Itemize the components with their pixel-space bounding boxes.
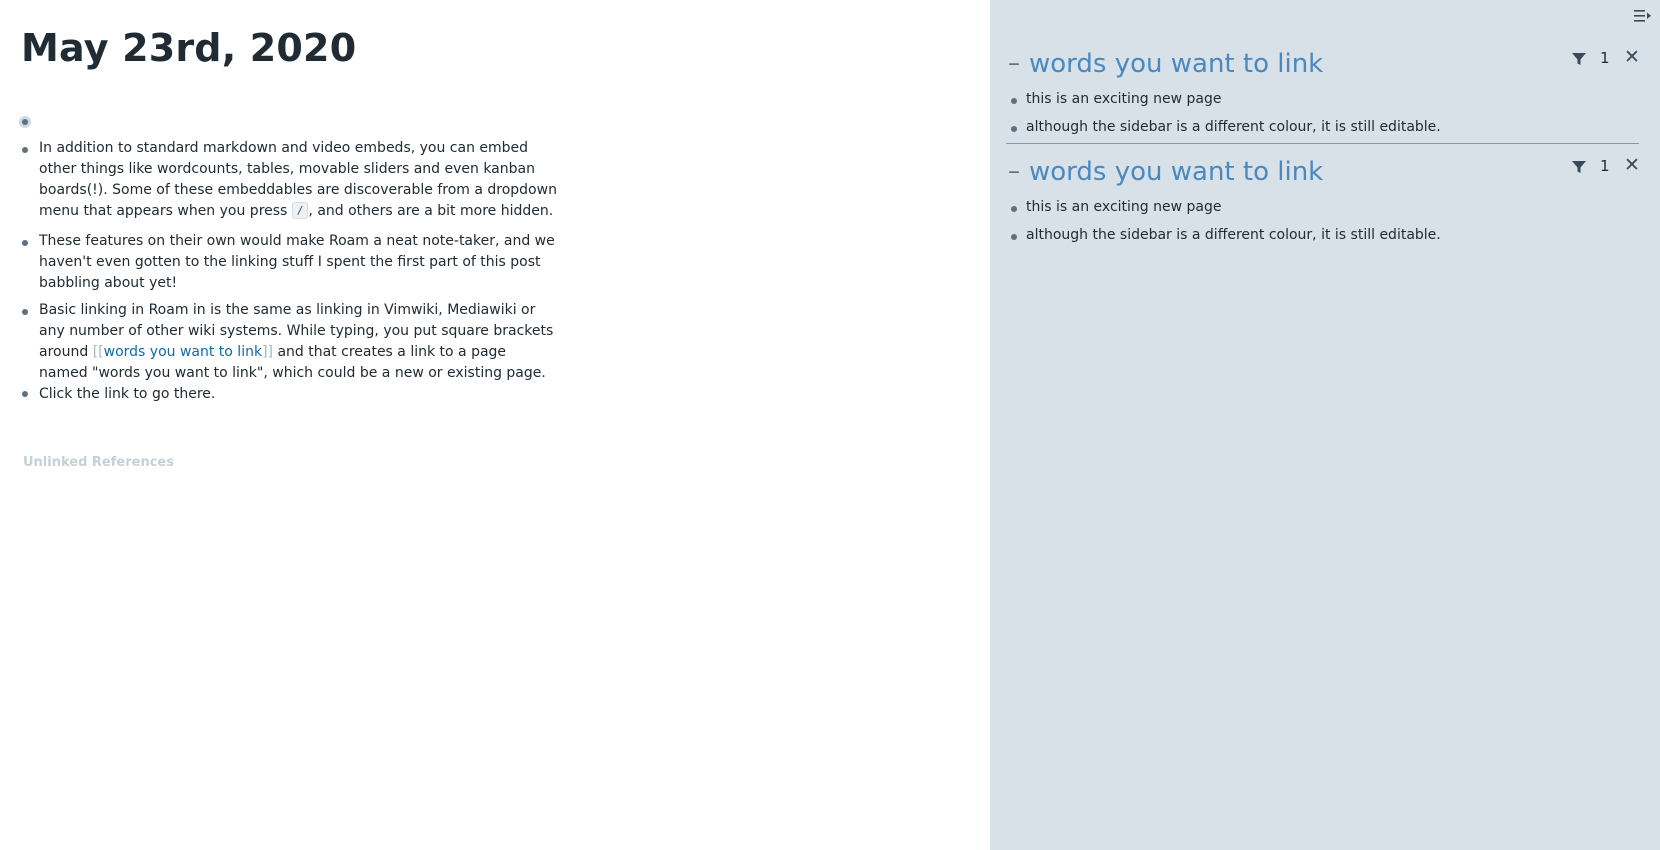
filter-icon[interactable] [1571, 51, 1587, 67]
block-empty-top[interactable] [0, 110, 600, 140]
block-empty-bottom[interactable] [0, 390, 600, 420]
page-title[interactable]: May 23rd, 2020 [21, 26, 357, 70]
block-bullet[interactable] [1011, 234, 1017, 240]
filter-icon[interactable] [1571, 159, 1587, 175]
page-link-words-you-want-to-link[interactable]: words you want to link [103, 344, 263, 360]
block-text[interactable]: These features on their own would make Roam a neat note-taker, and we haven't even gotten to the linking stuff I spent the first part of this post babbling about yet! [39, 233, 555, 291]
block[interactable] [0, 302, 600, 402]
inline-code: / [292, 202, 309, 219]
unlinked-references-toggle[interactable]: Unlinked References [23, 455, 174, 470]
sidebar-block-text[interactable]: this is an exciting new page [1026, 199, 1222, 215]
sidebar-panel-title[interactable]: words you want to link [1029, 157, 1324, 187]
collapse-icon[interactable]: – [1008, 157, 1020, 185]
sidebar-panel [1006, 151, 1646, 251]
block-bullet[interactable] [22, 147, 28, 153]
block-bullet[interactable] [1011, 98, 1017, 104]
sidebar-panel-title[interactable]: words you want to link [1029, 49, 1324, 79]
sidebar-block[interactable] [1006, 87, 1646, 115]
block-text-part: In addition to standard markdown and video embeds, you can embed other things like wordcounts, tables, movable sliders and even kanban boards(!). Some of these embeddables are discoverable from a dropdown menu that appears when you press [39, 140, 557, 219]
sidebar-divider [1006, 143, 1639, 144]
block-text[interactable] [39, 138, 559, 222]
close-icon[interactable]: ✕ [1624, 154, 1640, 176]
block[interactable] [0, 140, 600, 233]
sidebar-block-text[interactable]: although the sidebar is a different colour, it is still editable. [1026, 227, 1441, 243]
block-text-part: and that creates a link to a page named "words you want to link", which could be a new or existing page. Click the link to go there. [39, 344, 546, 402]
sidebar-panel [1006, 43, 1646, 143]
sidebar-panel-header [1006, 43, 1646, 87]
block-bullet[interactable] [19, 116, 31, 128]
filter-count: 1 [1600, 49, 1610, 67]
menu-close-icon[interactable] [1634, 8, 1652, 22]
block-bullet[interactable] [22, 391, 28, 397]
block-bullet[interactable] [22, 240, 28, 246]
close-icon[interactable]: ✕ [1624, 46, 1640, 68]
block-text-part: , and others are a bit more hidden. [308, 203, 554, 219]
right-sidebar [990, 0, 1660, 850]
sidebar-block[interactable] [1006, 115, 1646, 143]
sidebar-panel-header [1006, 151, 1646, 195]
block[interactable] [0, 233, 600, 302]
block-list [0, 110, 600, 420]
link-bracket-close: ]] [262, 344, 273, 360]
link-bracket-open: [[ [92, 344, 104, 360]
block-bullet[interactable] [1011, 126, 1017, 132]
sidebar-block[interactable] [1006, 223, 1646, 251]
sidebar-block-text[interactable]: although the sidebar is a different colour, it is still editable. [1026, 119, 1441, 135]
sidebar-block-text[interactable]: this is an exciting new page [1026, 91, 1222, 107]
block-text-part: Basic linking in Roam in is the same as linking in Vimwiki, Mediawiki or any number of other wiki systems. While typing, you put square brackets around [39, 302, 554, 360]
sidebar-block[interactable] [1006, 195, 1646, 223]
block-bullet[interactable] [1011, 206, 1017, 212]
filter-count: 1 [1600, 157, 1610, 175]
collapse-icon[interactable]: – [1008, 49, 1020, 77]
block-bullet[interactable] [22, 309, 28, 315]
